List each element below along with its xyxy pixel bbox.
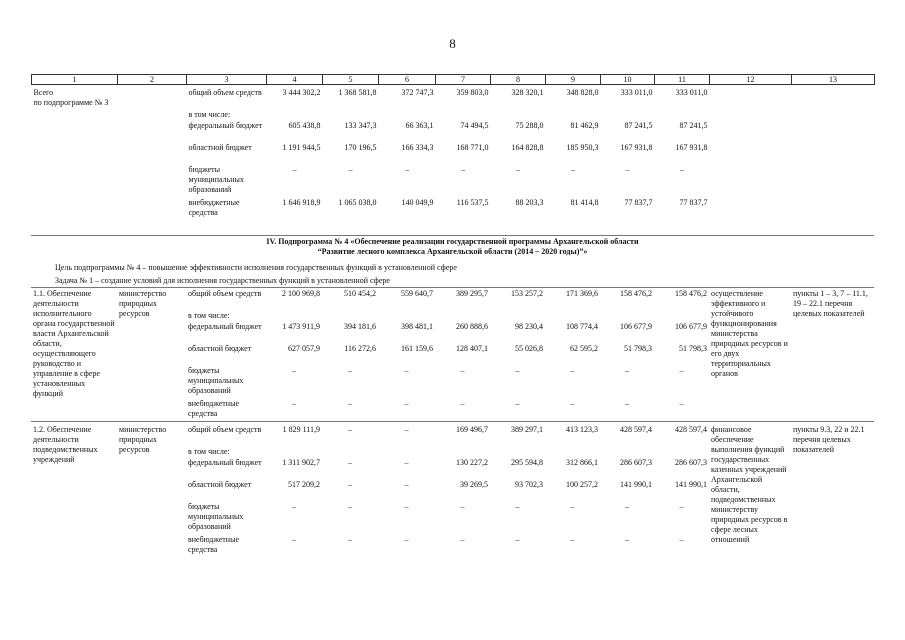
- amount-cell: –: [515, 535, 520, 544]
- funding-source: в том числе:: [188, 447, 230, 456]
- funding-source: областной бюджет: [188, 344, 252, 353]
- amount-cell: [600, 447, 654, 458]
- funding-source: внебюджетные средства: [188, 535, 239, 554]
- amount-cell: –: [404, 366, 409, 375]
- amount-cell: 286 607,3: [675, 458, 707, 467]
- amount-cell: –: [460, 366, 465, 375]
- amount-cell: 166 334,3: [401, 143, 434, 152]
- event-name: 1.1. Обеспечение деятельности исполнительного органа государственной власти Архангельской области, осуществляющего руководство и управление в сфере установленных функций: [33, 289, 115, 398]
- amount-cell: [435, 311, 490, 322]
- funding-source: внебюджетные средства: [188, 399, 239, 418]
- result-cell: [710, 88, 792, 220]
- amount-cell: 295 594,8: [511, 458, 543, 467]
- amount-cell: –: [292, 165, 297, 174]
- amount-cell: –: [348, 535, 352, 544]
- amount-cell: –: [679, 502, 684, 511]
- amount-cell: –: [625, 366, 629, 375]
- amount-cell: 141 990,1: [675, 480, 707, 489]
- amount-cell: –: [625, 535, 629, 544]
- amount-cell: 77 837,7: [624, 198, 653, 207]
- amount-cell: 167 931,8: [620, 143, 653, 152]
- amount-cell: –: [680, 165, 684, 174]
- column-number: 13: [792, 75, 875, 85]
- amount-cell: –: [292, 399, 296, 408]
- subprogram-4-title: [31, 237, 874, 257]
- table-row: [31, 289, 874, 311]
- amount-cell: [491, 110, 546, 121]
- amount-cell: 108 774,4: [566, 322, 598, 331]
- executor: министерство природных ресурсов: [119, 425, 167, 454]
- amount-cell: 87 241,5: [679, 121, 708, 130]
- amount-cell: [600, 311, 654, 322]
- amount-cell: 55 026,8: [515, 344, 543, 353]
- subprogram-title-line-2: “Развитие лесного комплекса Архангельской области (2014 – 2020 годы)”»: [317, 247, 588, 256]
- amount-cell: –: [515, 366, 520, 375]
- amount-cell: 517 209,2: [288, 480, 320, 489]
- amount-cell: [655, 110, 710, 121]
- amount-cell: 39 269,5: [460, 480, 488, 489]
- amount-cell: [266, 311, 322, 322]
- funding-source: бюджеты муниципальных образований: [188, 165, 244, 194]
- amount-cell: –: [515, 502, 520, 511]
- amount-cell: –: [516, 165, 520, 174]
- amount-cell: 185 950,3: [566, 143, 599, 152]
- subprogram-task: Задача № 1 – создание условий для исполнения государственных функций в установленной сфере: [55, 276, 390, 285]
- amount-cell: [436, 110, 491, 121]
- amount-cell: 1 065 038,0: [338, 198, 377, 207]
- amount-cell: [654, 311, 709, 322]
- indicator-link: пункты 1 – 3, 7 – 11.1, 19 – 22.1 перечня целевых показателей: [793, 289, 868, 318]
- funding-source: областной бюджет: [188, 480, 252, 489]
- amount-cell: 1 311 902,7: [282, 458, 320, 467]
- column-number: 9: [546, 75, 601, 85]
- amount-cell: 153 257,2: [511, 289, 543, 298]
- amount-cell: 51 798,3: [624, 344, 652, 353]
- funding-source: в том числе:: [188, 110, 231, 119]
- column-number: 7: [436, 75, 491, 85]
- amount-cell: 98 230,4: [515, 322, 543, 331]
- section-divider: [31, 235, 874, 236]
- amount-cell: 510 454,2: [344, 289, 376, 298]
- amount-cell: –: [404, 458, 409, 467]
- amount-cell: –: [461, 165, 465, 174]
- column-number: 1: [32, 75, 118, 85]
- amount-cell: 168 771,0: [456, 143, 489, 152]
- amount-cell: –: [625, 502, 629, 511]
- amount-cell: –: [292, 535, 296, 544]
- amount-cell: 164 828,8: [511, 143, 544, 152]
- amount-cell: [601, 110, 655, 121]
- funding-source: внебюджетные средства: [188, 198, 240, 217]
- amount-cell: –: [348, 399, 352, 408]
- amount-cell: –: [625, 399, 629, 408]
- column-number: 2: [118, 75, 187, 85]
- amount-cell: –: [679, 535, 684, 544]
- amount-cell: –: [570, 535, 575, 544]
- amount-cell: 140 049,9: [401, 198, 434, 207]
- funding-source: бюджеты муниципальных образований: [188, 502, 244, 531]
- amount-cell: 413 123,3: [566, 425, 598, 434]
- amount-cell: 389 295,7: [456, 289, 488, 298]
- amount-cell: [545, 311, 600, 322]
- amount-cell: 1 646 918,9: [282, 198, 321, 207]
- amount-cell: 627 057,9: [288, 344, 320, 353]
- amount-cell: 167 931,8: [675, 143, 708, 152]
- amount-cell: [490, 311, 545, 322]
- subprogram-title-line-1: IV. Подпрограмма № 4 «Обеспечение реализации государственной программы Архангельской области: [266, 237, 639, 246]
- column-number: 3: [187, 75, 267, 85]
- funding-source: общий объем средств: [188, 289, 262, 298]
- amount-cell: 74 494,5: [460, 121, 489, 130]
- amount-cell: 1 473 911,9: [282, 322, 320, 331]
- amount-cell: –: [460, 502, 465, 511]
- funding-source: федеральный бюджет: [188, 322, 262, 331]
- amount-cell: 133 347,3: [344, 121, 377, 130]
- page-number: 8: [449, 36, 456, 51]
- amount-cell: 51 798,3: [679, 344, 707, 353]
- indicator-link: [792, 88, 875, 220]
- budget-table-subprogram-3: [31, 74, 875, 220]
- funding-source: федеральный бюджет: [188, 121, 263, 130]
- column-number: 5: [323, 75, 379, 85]
- amount-cell: [266, 447, 322, 458]
- amount-cell: 158 476,2: [620, 289, 652, 298]
- amount-cell: 428 597,4: [675, 425, 707, 434]
- amount-cell: 348 828,0: [566, 88, 599, 97]
- amount-cell: 106 677,9: [620, 322, 652, 331]
- amount-cell: –: [404, 480, 409, 489]
- header-row: [32, 75, 875, 85]
- amount-cell: –: [460, 399, 465, 408]
- funding-source: общий объем средств: [188, 425, 262, 434]
- amount-cell: –: [348, 502, 352, 511]
- amount-cell: 398 481,1: [401, 322, 433, 331]
- task-divider: [31, 287, 874, 288]
- amount-cell: –: [460, 535, 465, 544]
- amount-cell: 260 888,6: [456, 322, 488, 331]
- amount-cell: 394 181,6: [344, 322, 376, 331]
- amount-cell: –: [570, 502, 575, 511]
- amount-cell: –: [348, 458, 352, 467]
- expected-result: осуществление эффективного и устойчивого функционирования министерства природных ресурсов и его двух территориальных органов: [711, 289, 788, 378]
- funding-source: общий объем средств: [188, 88, 262, 97]
- amount-cell: 559 640,7: [401, 289, 433, 298]
- amount-cell: –: [348, 425, 352, 434]
- amount-cell: 75 288,0: [515, 121, 544, 130]
- table-row: [31, 425, 874, 447]
- amount-cell: –: [625, 165, 630, 174]
- amount-cell: –: [292, 366, 296, 375]
- amount-cell: –: [404, 425, 409, 434]
- funding-source: бюджеты муниципальных образований: [188, 366, 244, 395]
- amount-cell: [654, 447, 709, 458]
- funding-source: в том числе:: [188, 311, 230, 320]
- amount-cell: –: [570, 399, 575, 408]
- amount-cell: [322, 311, 378, 322]
- column-number: 11: [655, 75, 710, 85]
- amount-cell: –: [515, 399, 520, 408]
- total-label-line: Всего: [33, 88, 54, 97]
- amount-cell: [378, 311, 435, 322]
- amount-cell: [378, 447, 435, 458]
- amount-cell: 77 837,7: [679, 198, 708, 207]
- amount-cell: 161 159,6: [401, 344, 433, 353]
- amount-cell: 88 203,3: [515, 198, 544, 207]
- column-number: 8: [491, 75, 546, 85]
- amount-cell: 328 320,1: [511, 88, 544, 97]
- amount-cell: 1 829 111,9: [282, 425, 320, 434]
- total-label: [32, 88, 187, 220]
- budget-table-subprogram-4: [31, 289, 874, 557]
- amount-cell: 333 011,0: [620, 88, 653, 97]
- amount-cell: 169 496,7: [456, 425, 488, 434]
- amount-cell: 116 272,6: [344, 344, 376, 353]
- event-name: 1.2. Обеспечение деятельности подведомственных учреждений: [33, 425, 98, 464]
- amount-cell: [267, 110, 323, 121]
- amount-cell: –: [679, 399, 684, 408]
- amount-cell: 428 597,4: [620, 425, 652, 434]
- column-number: 6: [379, 75, 436, 85]
- amount-cell: 116 537,5: [456, 198, 489, 207]
- amount-cell: 286 607,3: [620, 458, 652, 467]
- amount-cell: 81 462,9: [570, 121, 599, 130]
- amount-cell: 130 227,2: [456, 458, 488, 467]
- amount-cell: 389 297,1: [511, 425, 543, 434]
- amount-cell: –: [404, 502, 409, 511]
- amount-cell: 3 444 302,2: [282, 88, 321, 97]
- amount-cell: 2 100 969,8: [282, 289, 320, 298]
- amount-cell: [435, 447, 490, 458]
- amount-cell: [323, 110, 379, 121]
- amount-cell: 171 369,6: [566, 289, 598, 298]
- amount-cell: 141 990,1: [620, 480, 652, 489]
- executor: министерство природных ресурсов: [119, 289, 167, 318]
- amount-cell: –: [292, 502, 296, 511]
- amount-cell: 62 595,2: [570, 344, 598, 353]
- indicator-link: пункты 9.3, 22 и 22.1 перечня целевых показателей: [793, 425, 865, 454]
- amount-cell: 333 011,0: [675, 88, 708, 97]
- amount-cell: 312 866,1: [566, 458, 598, 467]
- amount-cell: 1 191 944,5: [282, 143, 321, 152]
- amount-cell: 1 368 581,8: [338, 88, 377, 97]
- amount-cell: 359 803,0: [456, 88, 489, 97]
- amount-cell: [490, 447, 545, 458]
- amount-cell: [322, 447, 378, 458]
- funding-source: федеральный бюджет: [188, 458, 262, 467]
- amount-cell: [546, 110, 601, 121]
- column-number: 4: [267, 75, 323, 85]
- amount-cell: 66 363,1: [405, 121, 434, 130]
- amount-cell: 93 702,3: [515, 480, 543, 489]
- amount-cell: 605 438,8: [288, 121, 321, 130]
- amount-cell: –: [348, 165, 353, 174]
- subprogram-goal: Цель подпрограммы № 4 – повышение эффективности исполнения государственных функций в установленной сфере: [55, 263, 457, 272]
- amount-cell: 100 257,2: [566, 480, 598, 489]
- amount-cell: –: [404, 399, 409, 408]
- expected-result: финансовое обеспечение выполнения функций государственных казенных учреждений Архангельской области, подведомственных министерству природных ресурсов в сфере лесных отношений: [711, 425, 788, 544]
- amount-cell: [545, 447, 600, 458]
- table-row: [32, 88, 875, 110]
- column-number: 10: [601, 75, 655, 85]
- amount-cell: –: [679, 366, 684, 375]
- funding-source: областной бюджет: [188, 143, 252, 152]
- amount-cell: 158 476,2: [675, 289, 707, 298]
- total-label-line: по подпрограмме № 3: [33, 98, 109, 107]
- amount-cell: 128 407,1: [456, 344, 488, 353]
- amount-cell: 87 241,5: [624, 121, 653, 130]
- amount-cell: 106 677,9: [675, 322, 707, 331]
- amount-cell: –: [571, 165, 575, 174]
- amount-cell: [379, 110, 436, 121]
- amount-cell: –: [404, 535, 409, 544]
- amount-cell: 170 196,5: [344, 143, 377, 152]
- column-number: 12: [710, 75, 792, 85]
- amount-cell: –: [405, 165, 409, 174]
- amount-cell: –: [570, 366, 575, 375]
- amount-cell: –: [348, 366, 352, 375]
- amount-cell: 81 414,8: [570, 198, 599, 207]
- amount-cell: –: [348, 480, 352, 489]
- amount-cell: 372 747,3: [401, 88, 434, 97]
